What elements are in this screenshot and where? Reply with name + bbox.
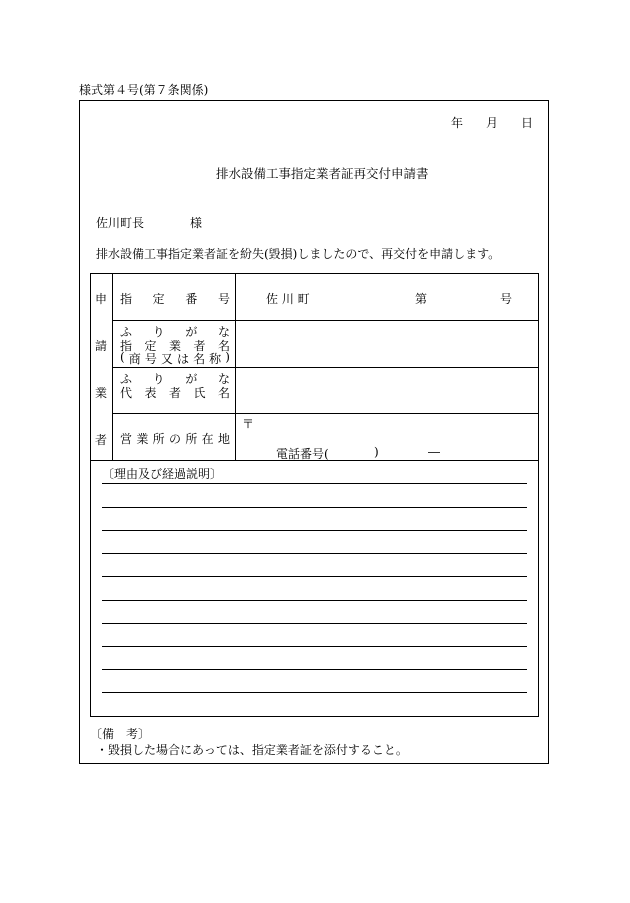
phone-exchange-field[interactable] [384,442,424,458]
table-row-line [112,413,539,414]
office-address-field[interactable] [256,415,536,439]
application-statement: 排水設備工事指定業者証を紛失(毀損)しましたので、再交付を申請します。 [96,247,501,261]
phone-label: 電話番号( [276,447,329,461]
applicant-label-char: 請 [95,339,108,353]
designation-dai: 第 [415,292,428,306]
reason-line[interactable] [102,507,527,508]
addressee-name: 佐川町長 [96,216,145,230]
designation-town: 佐 川 町 [266,292,310,306]
applicant-label-char: 者 [95,433,108,447]
reason-line[interactable] [102,553,527,554]
company-name-sublabel: ( 商 号 又 は 名 称 ) [120,350,230,366]
reason-line[interactable] [102,483,527,484]
designation-number-label: 指 定 番 号 [120,292,230,306]
representative-name-label: 代 表 者 氏 名 [120,386,230,400]
designation-go: 号 [500,292,513,306]
date-month-label[interactable]: 月 [486,116,499,130]
reason-line[interactable] [102,576,527,577]
remarks-heading: 〔備 考〕 [90,727,151,741]
reason-line[interactable] [102,600,527,601]
company-name-field[interactable] [237,322,537,365]
applicant-label-char: 業 [95,386,108,400]
phone-number-field[interactable] [446,442,506,458]
company-name-label: 指 定 業 者 名 [120,339,230,353]
reason-line[interactable] [102,669,527,670]
reason-line[interactable] [102,692,527,693]
table-row-line [112,320,539,321]
applicant-label-char: 申 [95,292,108,306]
addressee-honorific: 様 [190,216,203,230]
phone-area-code-field[interactable] [336,442,372,458]
date-day-label[interactable]: 日 [521,116,534,130]
reason-line[interactable] [102,623,527,624]
phone-close-paren: ) [374,445,379,459]
remarks-note: ・毀損した場合にあっては、指定業者証を添付すること。 [96,743,408,757]
reason-line[interactable] [102,530,527,531]
date-year-label[interactable]: 年 [451,116,464,130]
representative-name-field[interactable] [237,369,537,411]
form-number: 様式第４号(第７条関係) [79,83,209,97]
table-row-line [112,367,539,368]
company-furigana-label: ふ り が な [120,325,230,339]
representative-furigana-label: ふ り が な [120,372,230,386]
document-title: 排水設備工事指定業者証再交付申請書 [216,166,429,181]
reason-heading: 〔理由及び経過説明〕 [102,467,223,481]
designation-number-field[interactable] [332,286,412,306]
phone-dash: ― [428,445,440,459]
reason-line[interactable] [102,646,527,647]
office-address-label: 営 業 所 の 所 在 地 [120,432,230,446]
postal-mark: 〒 [242,417,255,431]
